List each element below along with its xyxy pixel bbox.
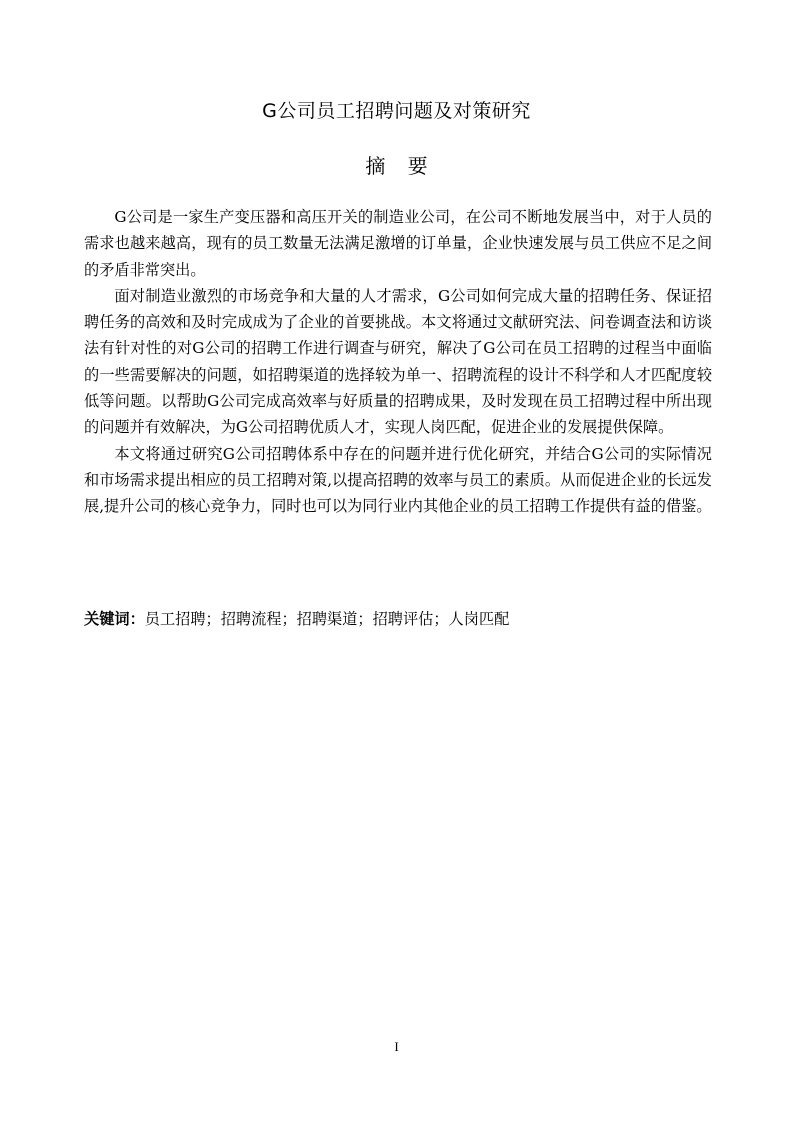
page-number: I: [394, 1039, 399, 1054]
abstract-heading: 摘 要: [365, 154, 436, 178]
abstract-paragraph-2: 面对制造业激烈的市场竞争和大量的人才需求，G公司如何完成大量的招聘任务、保证招聘任务的高效和及时完成成为了企业的首要挑战。本文将通过文献研究法、问卷调查法和访谈法有针对性的对G公司的招聘工作进行调查与研究，解决了G公司在员工招聘的过程当中面临的一些需要解决的问题，如招聘渠道的选择较为单一、招聘流程的设计不科学和人才匹配度较低等问题。以帮助G公司完成高效率与好质量的招聘成果，及时发现在员工招聘过程中所出现的问题并有效解决，为G公司招聘优质人才，实现人岗匹配，促进企业的发展提供保障。: [84, 286, 712, 437]
document-title: G公司员工招聘问题及对策研究: [262, 100, 531, 122]
abstract-body: [84, 204, 712, 520]
keywords-label: 关键词：: [84, 610, 145, 628]
abstract-paragraph-3: 本文将通过研究G公司招聘体系中存在的问题并进行优化研究，并结合G公司的实际情况和市场需求提出相应的员工招聘对策,以提高招聘的效率与员工的素质。从而促进企业的长远发展,提升公司的核心竞争力，同时也可以为同行业内其他企业的员工招聘工作提供有益的借鉴。: [84, 444, 712, 516]
keywords-list: 员工招聘；招聘流程；招聘渠道；招聘评估；人岗匹配: [144, 610, 510, 628]
keywords-line: [84, 606, 712, 632]
abstract-paragraph-1: G公司是一家生产变压器和高压开关的制造业公司，在公司不断地发展当中，对于人员的需求也越来越高，现有的员工数量无法满足激增的订单量，企业快速发展与员工供应不足之间的矛盾非常突出。: [84, 208, 712, 279]
